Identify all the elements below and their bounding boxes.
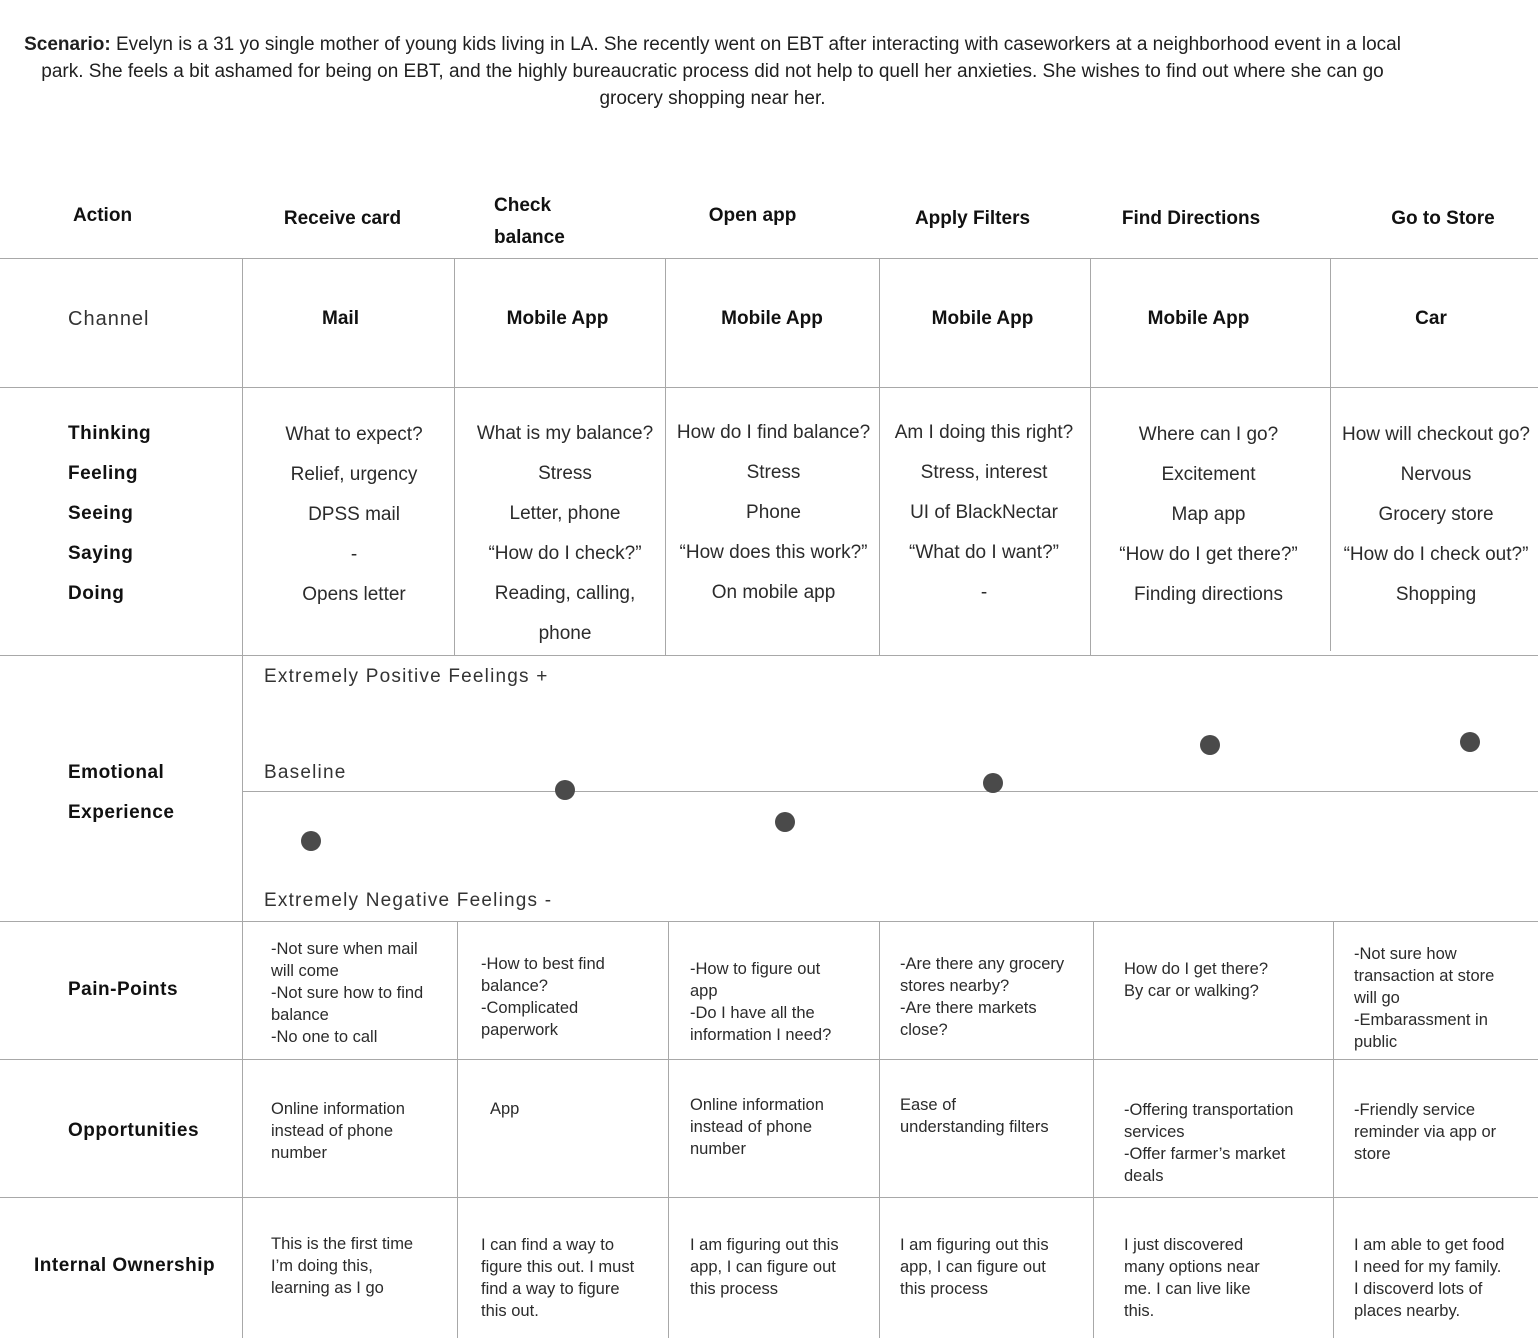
tfssd-saying: “How do I check out?” [1343, 544, 1529, 565]
step-find-directions: Find Directions [1121, 208, 1261, 229]
pain-point-cell [271, 938, 451, 1048]
opportunity-cell [490, 1098, 660, 1120]
negative-feelings-label: Extremely Negative Feelings - [264, 890, 553, 911]
tfssd-feeling: Stress [538, 463, 592, 484]
tfssd-saying: “How do I get there?” [1119, 544, 1298, 565]
tfssd-seeing: Map app [1171, 504, 1246, 525]
divider-low-col-5 [1333, 922, 1334, 1338]
opportunity-cell [271, 1098, 451, 1164]
label-feeling: Feeling [68, 463, 139, 484]
emotion-dot-find-directions [1200, 735, 1220, 755]
pain-point-cell [1124, 958, 1329, 1002]
cell-line: will go [1354, 989, 1400, 1007]
divider-low-col-1 [457, 922, 458, 1338]
cell-line: I can find a way to [481, 1236, 614, 1254]
step-apply-filters: Apply Filters [914, 208, 1031, 229]
tfssd-col-4 [880, 413, 1088, 613]
cell-line: -Are there any grocery [900, 955, 1065, 973]
channel-find-directions: Mobile App [1147, 308, 1250, 329]
tfssd-thinking: What to expect? [285, 424, 423, 445]
cell-line: app, I can figure out [900, 1258, 1046, 1276]
divider-pain [0, 1059, 1538, 1060]
tfssd-saying: “How do I check?” [488, 543, 642, 564]
tfssd-saying: “How does this work?” [679, 542, 868, 563]
cell-line: This is the first time [271, 1235, 414, 1253]
label-saying: Saying [68, 543, 134, 564]
baseline-label: Baseline [264, 762, 347, 783]
pain-point-cell [690, 958, 875, 1046]
internal-ownership-label: Internal Ownership [34, 1255, 216, 1276]
divider-header [0, 258, 1538, 259]
cell-line: number [271, 1144, 327, 1162]
pain-points-label: Pain-Points [68, 979, 179, 1000]
tfssd-doing-cont: phone [538, 623, 592, 644]
channel-open-app: Mobile App [721, 308, 823, 329]
tfssd-feeling: Nervous [1400, 464, 1472, 485]
divider-emotional [0, 921, 1538, 922]
cell-line: -Offer farmer’s market [1124, 1145, 1286, 1163]
emotion-dot-open-app [775, 812, 795, 832]
ownership-cell [1354, 1234, 1536, 1322]
tfssd-feeling: Stress, interest [920, 462, 1048, 483]
pain-point-cell [1354, 943, 1534, 1053]
emotional-label-line1: Emotional [68, 762, 165, 783]
tfssd-col-1 [243, 415, 465, 615]
label-thinking: Thinking [68, 423, 152, 444]
cell-line: instead of phone [271, 1122, 394, 1140]
cell-line: this out. [481, 1302, 539, 1320]
cell-line: I am figuring out this [690, 1236, 839, 1254]
scenario-label: Scenario: [24, 34, 111, 55]
tfssd-thinking: Where can I go? [1138, 424, 1279, 445]
cell-line: -Do I have all the [690, 1004, 815, 1022]
cell-line: paperwork [481, 1021, 559, 1039]
cell-line: app, I can figure out [690, 1258, 836, 1276]
tfssd-thinking: How will checkout go? [1342, 424, 1530, 445]
step-receive-card: Receive card [283, 208, 402, 229]
cell-line: App [490, 1100, 520, 1118]
tfssd-doing: - [980, 582, 988, 603]
cell-line: -Friendly service [1354, 1101, 1476, 1119]
channel-apply-filters: Mobile App [931, 308, 1034, 329]
cell-line: Online information [690, 1096, 824, 1114]
channel-receive-card: Mail [322, 308, 359, 329]
ownership-cell [1124, 1234, 1329, 1322]
channel-row-label: Channel [68, 308, 150, 330]
cell-line: public [1354, 1033, 1398, 1051]
cell-line: -Not sure when mail [271, 940, 418, 958]
tfssd-col-5 [1091, 415, 1326, 615]
step-open-app: Open app [708, 205, 797, 226]
cell-line: reminder via app or [1354, 1123, 1497, 1141]
divider-low-col-4 [1093, 922, 1094, 1338]
tfssd-thinking: How do I find balance? [676, 422, 871, 443]
pain-point-cell [900, 953, 1090, 1041]
pain-point-cell [481, 953, 661, 1041]
cell-line: close? [900, 1021, 948, 1039]
divider-opportunities [0, 1197, 1538, 1198]
cell-line: many options near [1124, 1258, 1260, 1276]
channel-go-to-store: Car [1415, 308, 1447, 329]
cell-line: I’m doing this, [271, 1257, 373, 1275]
emotion-dot-go-to-store [1460, 732, 1480, 752]
cell-line: -Offering transportation [1124, 1101, 1294, 1119]
cell-line: figure this out. I must [481, 1258, 635, 1276]
cell-line: -How to best find [481, 955, 605, 973]
divider-low-col-3 [879, 922, 880, 1338]
tfssd-doing: Shopping [1395, 584, 1477, 605]
cell-line: I am figuring out this [900, 1236, 1049, 1254]
cell-line: How do I get there? [1124, 960, 1269, 978]
cell-line: -Are there markets [900, 999, 1037, 1017]
cell-line: I just discovered [1124, 1236, 1244, 1254]
opportunity-cell [1124, 1099, 1332, 1187]
ownership-cell [900, 1234, 1090, 1300]
cell-line: this process [690, 1280, 779, 1298]
opportunity-cell [900, 1094, 1090, 1138]
cell-line: understanding filters [900, 1118, 1049, 1136]
ownership-cell [271, 1233, 451, 1299]
cell-line: me. I can live like [1124, 1280, 1251, 1298]
tfssd-col-6 [1334, 415, 1538, 615]
tfssd-feeling: Excitement [1161, 464, 1256, 485]
tfssd-doing: Opens letter [302, 584, 406, 605]
tfssd-doing: Reading, calling, [494, 583, 636, 604]
ownership-cell [481, 1234, 661, 1322]
cell-line: -Not sure how to find [271, 984, 424, 1002]
divider-low-col-2 [668, 922, 669, 1338]
cell-line: places nearby. [1354, 1302, 1461, 1320]
cell-line: Online information [271, 1100, 405, 1118]
divider-channel [0, 387, 1538, 388]
emotional-label-line2: Experience [68, 802, 175, 823]
baseline-line [242, 791, 1538, 792]
cell-line: -How to figure out [690, 960, 821, 978]
scenario-text [20, 31, 1405, 112]
cell-line: I am able to get food [1354, 1236, 1505, 1254]
tfssd-thinking: Am I doing this right? [894, 422, 1074, 443]
cell-line: stores nearby? [900, 977, 1010, 995]
tfssd-seeing: Phone [746, 502, 801, 523]
tfssd-seeing: Grocery store [1378, 504, 1494, 525]
tfssd-seeing: UI of BlackNectar [910, 502, 1058, 523]
cell-line: I discoverd lots of [1354, 1280, 1483, 1298]
positive-feelings-label: Extremely Positive Feelings + [264, 666, 549, 687]
tfssd-col-3 [666, 413, 881, 613]
cell-line: app [690, 982, 718, 1000]
cell-line: -Embarassment in [1354, 1011, 1488, 1029]
cell-line: balance? [481, 977, 548, 995]
ownership-cell [690, 1234, 875, 1300]
cell-line: instead of phone [690, 1118, 813, 1136]
cell-line: -No one to call [271, 1028, 378, 1046]
tfssd-doing: On mobile app [711, 582, 836, 603]
step-check-balance: Check balance [494, 195, 565, 248]
scenario-body: Evelyn is a 31 yo single mother of young kids living in LA. She recently went on EBT after interacting with caseworkers at a neighborhood event in a local park. She feels a bit ashamed for being on EBT, and the highly bureaucratic process did not help to quell her anxieties. She wishes to find out where she can go grocery shopping near her. [41, 34, 1401, 109]
cell-line: -Complicated [481, 999, 579, 1017]
opportunities-label: Opportunities [68, 1120, 200, 1141]
cell-line: services [1124, 1123, 1185, 1141]
tfssd-feeling: Relief, urgency [290, 464, 418, 485]
tfssd-saying: - [350, 544, 358, 565]
cell-line: deals [1124, 1167, 1164, 1185]
cell-line: find a way to figure [481, 1280, 620, 1298]
opportunity-cell [1354, 1099, 1534, 1165]
divider-tfssd [0, 655, 1538, 656]
cell-line: I need for my family. [1354, 1258, 1502, 1276]
action-row-label: Action [72, 205, 133, 226]
tfssd-doing: Finding directions [1134, 584, 1283, 605]
tfssd-col-2 [455, 414, 675, 654]
tfssd-seeing: Letter, phone [509, 503, 621, 524]
tfssd-saying: “What do I want?” [909, 542, 1059, 563]
emotion-dot-apply-filters [983, 773, 1003, 793]
cell-line: this process [900, 1280, 989, 1298]
cell-line: balance [271, 1006, 329, 1024]
step-go-to-store: Go to Store [1391, 208, 1495, 229]
label-doing: Doing [68, 583, 125, 604]
opportunity-cell [690, 1094, 875, 1160]
tfssd-seeing: DPSS mail [308, 504, 400, 525]
cell-line: By car or walking? [1124, 982, 1259, 1000]
tfssd-thinking: What is my balance? [476, 423, 654, 444]
cell-line: this. [1124, 1302, 1155, 1320]
label-seeing: Seeing [68, 503, 134, 524]
cell-line: will come [271, 962, 339, 980]
cell-line: information I need? [690, 1026, 832, 1044]
emotion-dot-receive-card [301, 831, 321, 851]
tfssd-feeling: Stress [746, 462, 801, 483]
emotion-dot-check-balance [555, 780, 575, 800]
channel-check-balance: Mobile App [506, 308, 609, 329]
cell-line: Ease of [900, 1096, 956, 1114]
cell-line: -Not sure how [1354, 945, 1457, 963]
cell-line: learning as I go [271, 1279, 384, 1297]
cell-line: transaction at store [1354, 967, 1495, 985]
cell-line: number [690, 1140, 746, 1158]
cell-line: store [1354, 1145, 1391, 1163]
